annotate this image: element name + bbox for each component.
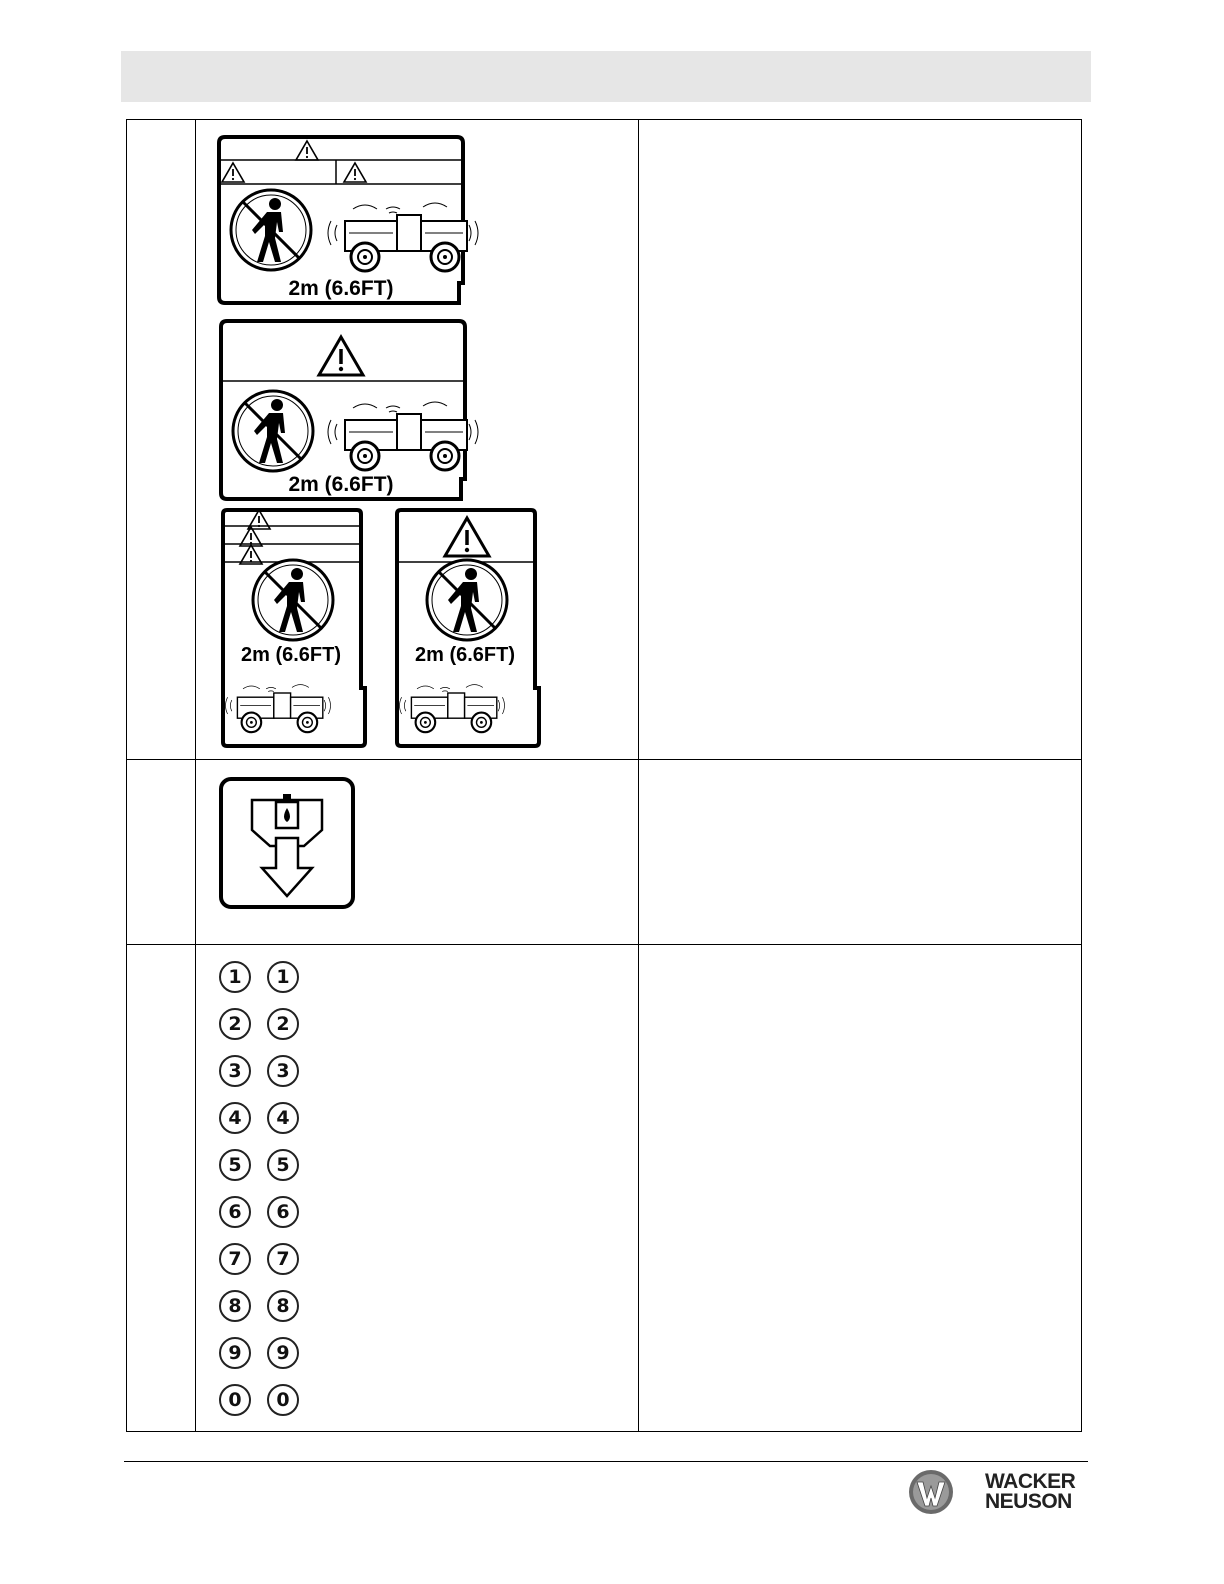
keypad-number-decal: 6 — [267, 1196, 299, 1228]
table-row-divider — [127, 759, 1081, 760]
keypad-number-decal: 7 — [219, 1243, 251, 1275]
keypad-number-decal: 4 — [267, 1102, 299, 1134]
footer-rule — [124, 1461, 1088, 1462]
keypad-number-decal: 2 — [219, 1008, 251, 1040]
keep-away-distance-label: 2m (6.6FT) — [414, 644, 516, 666]
keypad-number-decal: 2 — [267, 1008, 299, 1040]
keypad-number-decal: 1 — [219, 961, 251, 993]
brand-logo — [905, 1466, 1091, 1518]
table-column-divider — [195, 120, 196, 1431]
page-header-band — [121, 51, 1091, 102]
keypad-number-decal: 7 — [267, 1243, 299, 1275]
brand-name-line1: WACKER — [985, 1470, 1076, 1493]
keep-away-distance-label: 2m (6.6FT) — [240, 644, 342, 666]
table-row-divider — [127, 944, 1081, 945]
brand-w-emblem-icon — [907, 1468, 955, 1516]
keypad-number-decal: 6 — [219, 1196, 251, 1228]
keep-away-distance-label: 2m (6.6FT) — [288, 473, 394, 496]
keypad-number-decal: 3 — [219, 1055, 251, 1087]
decal-table — [126, 119, 1082, 1432]
keypad-number-decal: 5 — [267, 1149, 299, 1181]
keypad-number-decal: 0 — [219, 1384, 251, 1416]
keypad-number-decal: 3 — [267, 1055, 299, 1087]
keypad-number-decal: 8 — [219, 1290, 251, 1322]
keypad-number-decal: 1 — [267, 961, 299, 993]
keypad-number-decal: 8 — [267, 1290, 299, 1322]
keep-away-decal-wide — [221, 321, 478, 499]
keypad-number-decal: 0 — [267, 1384, 299, 1416]
keypad-number-decals — [219, 961, 309, 1421]
keep-away-distance-label: 2m (6.6FT) — [288, 277, 394, 300]
brand-name-line2: NEUSON — [985, 1490, 1072, 1513]
keep-away-decal-multilingual-tall — [223, 510, 365, 746]
keypad-number-decal: 4 — [219, 1102, 251, 1134]
table-column-divider — [638, 120, 639, 1431]
keep-away-decal-tall — [397, 510, 539, 746]
keypad-number-decal: 5 — [219, 1149, 251, 1181]
hydraulic-oil-drain-decal — [218, 776, 358, 910]
keypad-number-decal: 9 — [219, 1337, 251, 1369]
keep-away-decal-group — [217, 135, 547, 750]
keypad-number-decal: 9 — [267, 1337, 299, 1369]
keep-away-decal-multilingual-wide — [219, 137, 478, 303]
